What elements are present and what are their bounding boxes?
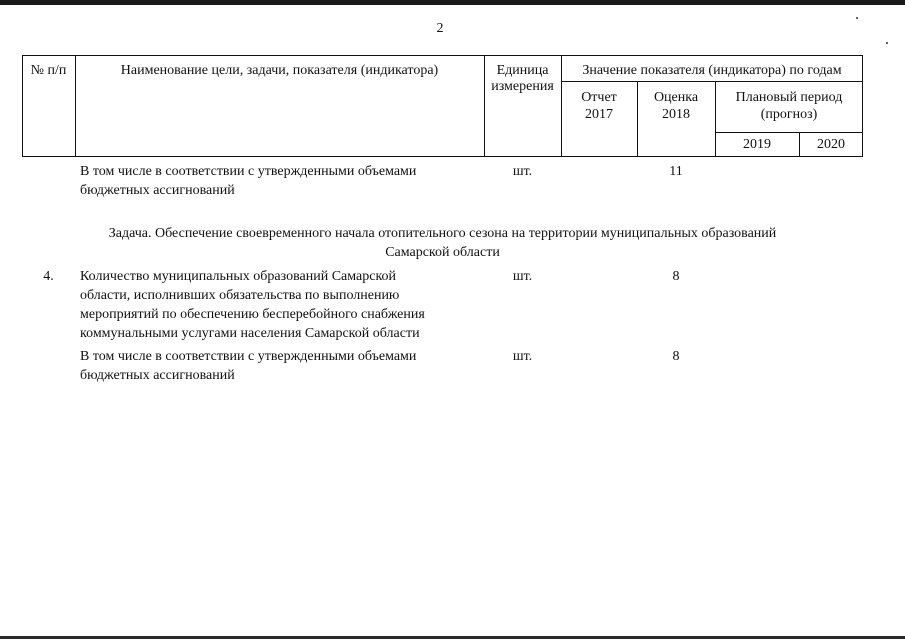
row-value-2018: 8	[672, 349, 680, 364]
header-year-2019: 2019	[743, 137, 771, 152]
row-name-line: области, исполнивших обязательства по выполнению	[80, 288, 400, 303]
row-name-line: Количество муниципальных образований Самарской	[80, 269, 397, 284]
header-col-unit-line2: измерения	[491, 79, 554, 94]
row-name-line: бюджетных ассигнований	[80, 368, 235, 383]
row-name-line: В том числе в соответствии с утвержденными объемами	[80, 349, 417, 364]
header-col-num: № п/п	[30, 63, 67, 78]
header-col-name: Наименование цели, задачи, показателя (индикатора)	[120, 63, 439, 78]
header-col-plan-label: Плановый период	[735, 90, 843, 105]
header-subdivider	[561, 81, 863, 82]
row-name-line: мероприятий по обеспечению бесперебойного снабжения	[80, 307, 425, 322]
header-year-2020: 2020	[817, 137, 845, 152]
row-value-2018: 8	[672, 269, 680, 284]
header-col-estimate-year: 2018	[662, 107, 690, 122]
row-name	[80, 267, 460, 343]
header-col-plan-sub: (прогноз)	[760, 107, 818, 122]
header-border-top	[22, 55, 863, 56]
task-heading-line: Задача. Обеспечение своевременного начала отопительного сезона на территории муниципальных образований	[108, 226, 777, 241]
header-col-report-year: 2017	[585, 107, 613, 122]
header-col-unit-line1: Единица	[496, 63, 549, 78]
row-value-2018: 11	[669, 164, 683, 179]
task-heading-line: Самарской области	[385, 245, 500, 260]
row-number: 4.	[43, 269, 54, 284]
row-unit: шт.	[512, 349, 533, 364]
header-col-values: Значение показателя (индикатора) по годам	[582, 63, 842, 78]
scan-edge-top	[0, 0, 905, 5]
row-name-line: бюджетных ассигнований	[80, 183, 235, 198]
row-unit: шт.	[512, 164, 533, 179]
header-col-estimate-label: Оценка	[653, 90, 699, 105]
row-name	[80, 347, 460, 385]
scan-speck	[856, 17, 858, 19]
scan-speck	[886, 42, 888, 44]
header-subdivider	[715, 132, 863, 133]
row-name-line: В том числе в соответствии с утвержденными объемами	[80, 164, 417, 179]
table-header	[22, 55, 863, 157]
header-border-bottom	[22, 156, 863, 157]
task-heading	[22, 224, 863, 262]
page-number: 2	[436, 21, 444, 36]
header-col-report-label: Отчет	[581, 90, 617, 105]
row-name	[80, 162, 460, 200]
row-unit: шт.	[512, 269, 533, 284]
scan-edge-bottom	[0, 636, 905, 639]
row-name-line: коммунальными услугами населения Самарской области	[80, 326, 420, 341]
